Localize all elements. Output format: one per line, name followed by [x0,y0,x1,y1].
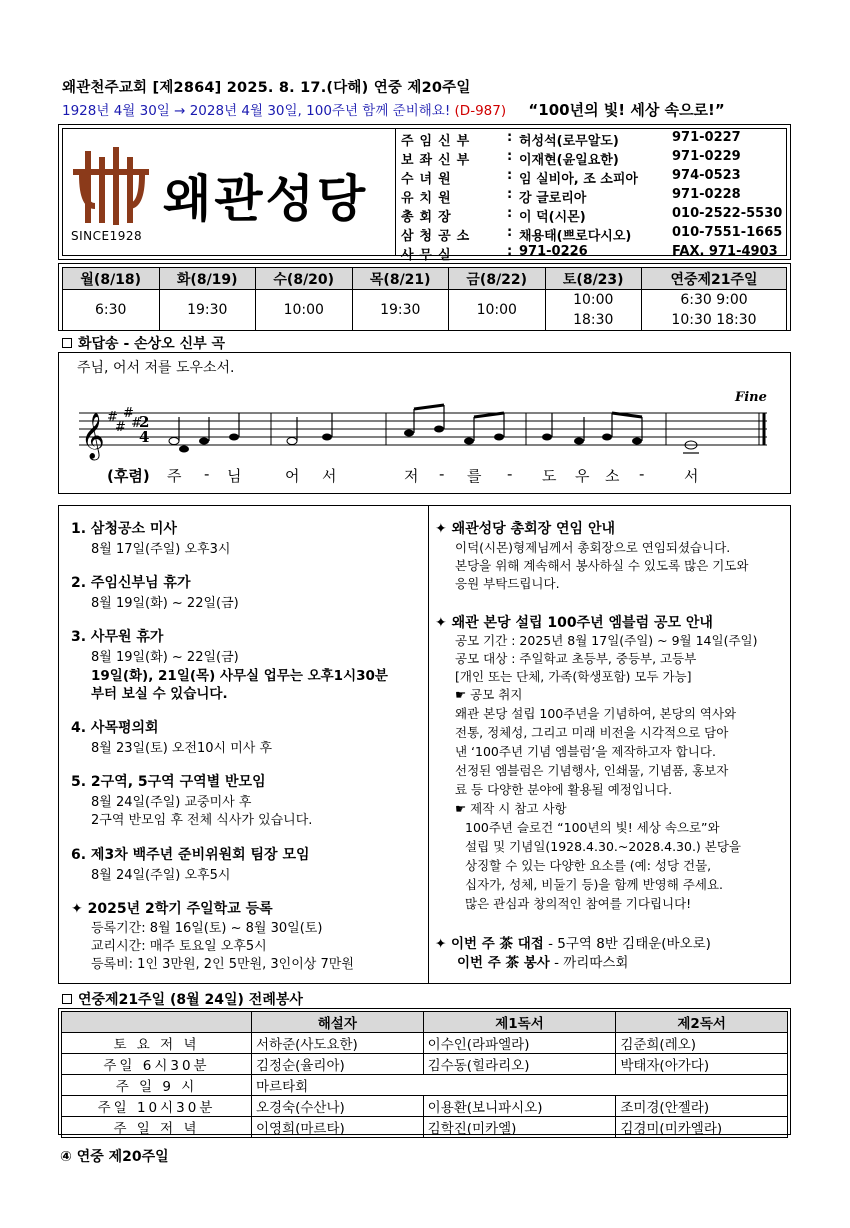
parish-name-logo: 왜관성당 [163,170,369,228]
notice-title: ✦ 왜관성당 총회장 연임 안내 [435,521,615,537]
mass-time: 19:30 [159,290,256,331]
psalm-music-box [58,352,791,494]
anniversary-line [62,99,725,120]
since-label: SINCE1928 [71,229,143,243]
notice-line: [개인 또는 단체, 가족(학생포함) 모두 가능] [455,669,692,684]
notice-line: 공모 대상 : 주일학교 초등부, 중등부, 고등부 [455,651,697,666]
staff-row: 총회장 : 이 덕(시몬) 010-2522-5530 [401,206,783,225]
notice-line: 8월 24일(주일) 교중미사 후 [91,795,252,810]
page-footer: ④ 연중 제20주일 [60,1149,169,1165]
notice-title: ✦ 2025년 2학기 주일학교 등록 [71,901,273,917]
notice-line: 교리시간: 매주 토요일 오후5시 [91,939,267,954]
day-header: 월(8/18) [63,268,160,290]
staff-row: 사무실 : 971-0226 FAX. 971-4903 [401,244,778,263]
svg-text:#: # [131,416,142,431]
table-row: 토 요 저 녁 서하준(사도요한) 이수인(라파엘라) 김준희(레오) [62,1033,788,1054]
reference-label: ☛ 제작 시 참고 사항 [455,801,567,816]
notice-line: 낸 ‘100주년 기념 엠블럼’을 제작하고자 합니다. [455,744,716,759]
notice-line: 설립 및 기념일(1928.4.30.~2028.4.30.) 본당을 [465,839,742,854]
bulletin-title: 왜관천주교회 [제2864] 2025. 8. 17.(다해) 연중 제20주일 [62,80,471,96]
duty-header [62,1012,252,1033]
mass-time: 10:00 [449,290,546,331]
staff-row: 유치원 : 강 글로리아 971-0228 [401,187,741,206]
notice-line: 료 등 다양한 분야에 활용될 예정입니다. [455,782,673,797]
notice-line: 이덕(시몬)형제님께서 총회장으로 연임되셨습니다. [455,540,731,555]
psalm-section-title: 화답송 - 손상오 신부 곡 [62,333,225,353]
notice-line: 8월 24일(주일) 오후5시 [91,868,231,883]
purpose-label: ☛ 공모 취지 [455,687,523,702]
notice-title: 2. 주임신부님 휴가 [71,575,191,591]
notice-line: 100주년 슬로건 “100년의 빛! 세상 속으로”와 [465,820,720,835]
staff-row: 수녀원 : 임 실비아, 조 소피아 974-0523 [401,168,741,187]
notice-line: 상징할 수 있는 다양한 요소를 (예: 성당 건물, [465,858,712,873]
duty-header: 제2독서 [616,1012,788,1033]
svg-text:#: # [115,420,126,435]
notice-title: 4. 사목평의회 [71,720,159,736]
notice-line: 본당을 위해 계속해서 봉사하실 수 있도록 많은 기도와 [455,558,749,573]
table-row: 주일 10시30분 오경숙(수산나) 이용환(보니파시오) 조미경(안젤라) [62,1096,788,1117]
mass-schedule-table [62,267,787,331]
psalm-lyric: 주님, 어서 저를 도우소서. [77,360,235,376]
notice-line: 부터 보실 수 있습니다. [91,686,228,702]
day-header: 화(8/19) [159,268,256,290]
refrain-syllables: 주 - 님 어 서 저 - 를 - 도 우 소 - 서 [167,465,699,485]
notice-line: 십자가, 성체, 비둘기 등)을 함께 반영해 주세요. [465,877,723,892]
column-divider [428,506,429,983]
notice-line: 8월 19일(화) ~ 22일(금) [91,596,239,611]
notice-line: 8월 17일(주일) 오후3시 [91,542,231,557]
notice-title: 1. 삼청공소 미사 [71,521,177,537]
notice-line: 등록비: 1인 3만원, 2인 5만원, 3인이상 7만원 [91,957,354,972]
notice-line: 응원 부탁드립니다. [455,576,560,591]
announcements-box [58,505,791,984]
day-header: 연중제21주일 [642,268,787,290]
mass-time: 6:30 [63,290,160,331]
duty-header: 해설자 [252,1012,424,1033]
mass-time: 6:30 9:00 10:30 18:30 [642,290,787,331]
mass-time: 10:00 [256,290,353,331]
svg-text:𝄞: 𝄞 [81,413,105,459]
table-row: 주 일 저 녁 이영희(마르타) 김학진(미카엘) 김경미(미카엘라) [62,1117,788,1138]
day-header: 토(8/23) [545,268,642,290]
liturgy-duty [58,1008,791,1135]
notice-title: 6. 제3차 백주년 준비위원회 팀장 모임 [71,847,310,863]
parish-info-box [58,124,791,263]
staff-row: 삼청공소 : 채용태(쁘로다시오) 010-7551-1665 [401,225,783,244]
notice-line: 전통, 정체성, 그리고 미래 비전을 시각적으로 담아 [455,725,729,740]
notice-title: ✦ 왜관 본당 설립 100주년 엠블럼 공모 안내 [435,615,713,631]
mass-time: 10:00 18:30 [545,290,642,331]
mass-time: 19:30 [352,290,449,331]
staff-row: 주임신부 : 허성석(로무알도) 971-0227 [401,130,741,149]
table-row: 주 일 9 시 마르타회 [62,1075,788,1096]
staff-row: 보좌신부 : 이재현(윤일요한) 971-0229 [401,149,741,168]
notice-line: 많은 관심과 창의적인 참여를 기다립니다! [465,896,692,911]
parish-logo-icon [71,147,153,227]
day-header: 수(8/20) [256,268,353,290]
notice-title: 5. 2구역, 5구역 구역별 반모임 [71,774,266,790]
day-header: 금(8/22) [449,268,546,290]
slogan: “100년의 빛! 세상 속으로!” [528,101,725,119]
staff-directory [399,129,786,263]
table-row: 주일 6시30분 김정순(율리아) 김수동(힐라리오) 박태자(아가다) [62,1054,788,1075]
anniversary-text: 1928년 4월 30일 → 2028년 4월 30일, 100주년 함께 준비해요! [62,103,451,119]
square-bullet-icon [62,994,72,1004]
duty-header: 제1독서 [423,1012,616,1033]
square-bullet-icon [62,338,72,348]
notice-line: 8월 23일(토) 오전10시 미사 후 [91,741,273,756]
notice-line: 2구역 반모임 후 전체 식사가 있습니다. [91,813,313,828]
fine-marking: Fine [735,390,767,405]
svg-text:#: # [123,406,134,421]
refrain-label: (후렴) [107,467,150,485]
notice-line: 19일(화), 21일(목) 사무실 업무는 오후1시30분 [91,668,388,684]
notice-line: 8월 19일(화) ~ 22일(금) [91,650,239,665]
notice-line: 왜관 본당 설립 100주년을 기념하여, 본당의 역사와 [455,706,737,721]
notice-line: 등록기간: 8월 16일(토) ~ 8월 30일(토) [91,921,323,936]
tea-service-line: 이번 주 茶 봉사 - 까리따스회 [457,955,629,971]
notice-title: 3. 사무원 휴가 [71,629,164,645]
mass-schedule [58,263,791,331]
svg-text:2: 2 [139,413,150,431]
dday-counter: (D-987) [454,103,507,119]
duty-section-title: 연중제21주일 (8월 24일) 전례봉사 [62,989,303,1009]
svg-text:4: 4 [139,428,150,446]
logo-area [63,129,396,255]
day-header: 목(8/21) [352,268,449,290]
svg-text:#: # [107,410,118,425]
tea-host-line: ✦ 이번 주 茶 대접 - 5구역 8반 김태운(바오로) [435,936,711,952]
liturgy-duty-table [61,1011,788,1138]
notice-line: 선정된 엠블럼은 기념행사, 인쇄물, 기념품, 홍보자 [455,763,729,778]
notice-line: 공모 기간 : 2025년 8월 17일(주일) ~ 9월 14일(주일) [455,633,758,648]
